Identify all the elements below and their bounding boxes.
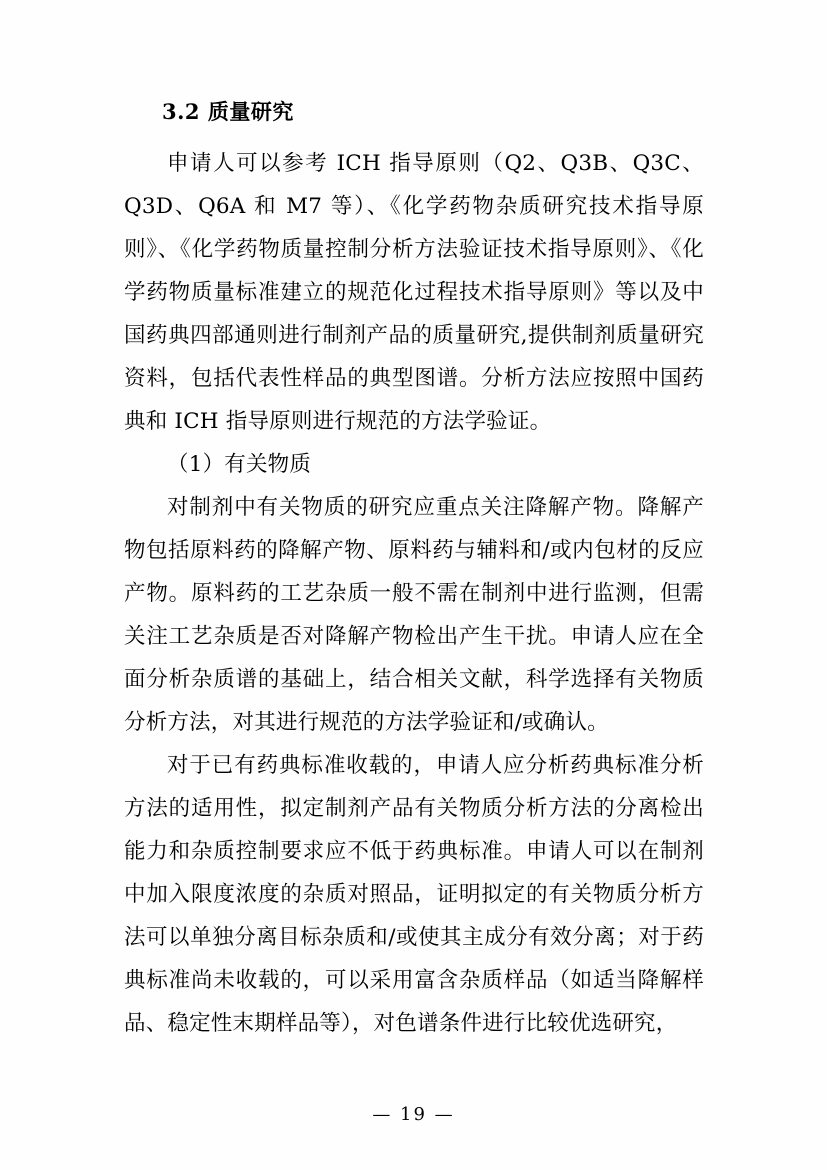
paragraph-3: 对于已有药典标准收载的，申请人应分析药典标准分析方法的适用性，拟定制剂产品有关物质分析方法的分离检出能力和杂质控制要求应不低于药典标准。申请人可以在制剂中加入限度浓度的杂质对照品，证明拟定的有关物质分析方法可以单独分离目标杂质和/或使其主成分有效分离；对于药典标准尚未收载的，可以采用富含杂质样品（如适当降解样品、稳定性末期样品等），对色谱条件进行比较优选研究，: [124, 752, 704, 1036]
paragraph-2: 对制剂中有关物质的研究应重点关注降解产物。降解产物包括原料药的降解产物、原料药与辅料和/或内包材的反应产物。原料药的工艺杂质一般不需在制剂中进行监测，但需关注工艺杂质是否对降解产物检出产生干扰。申请人应在全面分析杂质谱的基础上，结合相关文献，科学选择有关物质分析方法，对其进行规范的方法学验证和/或确认。: [124, 494, 704, 735]
page-content: [124, 96, 704, 1045]
paragraph-list-item-1: （1）有关物质: [167, 451, 312, 477]
section-heading: 3.2 质量研究: [162, 99, 294, 124]
paragraph-1: 申请人可以参考 ICH 指导原则（Q2、Q3B、Q3C、Q3D、Q6A 和 M7 等）、《化学药物杂质研究技术指导原则》、《化学药物质量控制分析方法验证技术指导原则》、《化学药物质量标准建立的规范化过程技术指导原则》等以及中国药典四部通则进行制剂产品的质量研究,提供制剂质量研究资料，包括代表性样品的典型图谱。分析方法应按照中国药典和 ICH 指导原则进行规范的方法学验证。: [124, 150, 704, 434]
page-number: — 19 —: [372, 1104, 455, 1125]
